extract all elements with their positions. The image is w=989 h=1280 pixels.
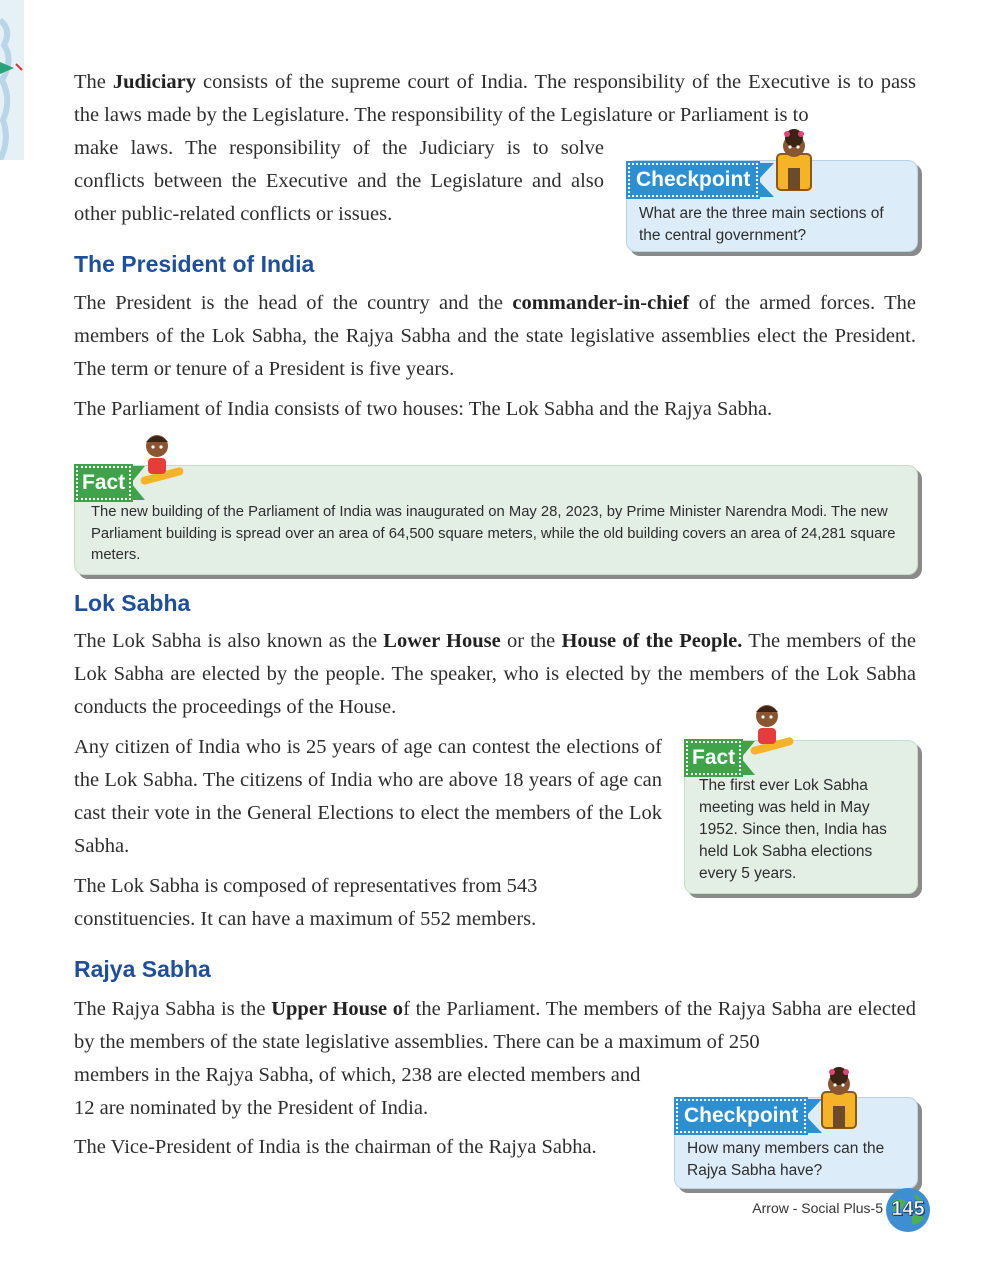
parliament-paragraph: The Parliament of India consists of two houses: The Lok Sabha and the Rajya Sabha. bbox=[74, 398, 773, 420]
lok-sabha-text: or the bbox=[500, 630, 562, 652]
section-heading-president: The President of India bbox=[74, 251, 315, 277]
intro-text: consists of the supreme court of India. The responsibility of the Executive is to pass the laws made by the Legislature. The responsibility of the Legislature or Parliament is to bbox=[74, 71, 916, 126]
intro-paragraph-cont bbox=[74, 132, 604, 231]
page-number-badge bbox=[884, 1186, 932, 1234]
lok-sabha-text: The Lok Sabha is also known as the bbox=[74, 630, 384, 652]
rajya-sabha-text: The Rajya Sabha is the bbox=[74, 998, 272, 1020]
rajya-sabha-text: f the Parliament. The members of the Rajya Sabha are elected by the members of the state legislative assemblies. There can be a maximum of 250 bbox=[74, 998, 917, 1053]
house-of-people-term: House of the People. bbox=[561, 630, 743, 652]
girl-character-icon bbox=[773, 128, 815, 192]
lok-sabha-text: The members of the Lok Sabha are elected by the people. The speaker, who is elected by the members of the Lok Sabha conducts the proceedings of the House. bbox=[74, 630, 916, 718]
checkpoint-tag: Checkpoint bbox=[628, 163, 758, 197]
checkpoint-tag: Checkpoint bbox=[676, 1099, 806, 1133]
boy-character-icon bbox=[134, 432, 188, 488]
boy-character-icon bbox=[744, 702, 798, 758]
intro-text-cont: make laws. The responsibility of the Judiciary is to solve conflicts between the Executive and the Legislature and also other public-related conflicts or issues. bbox=[74, 137, 604, 225]
girl-character-icon bbox=[818, 1066, 860, 1130]
rajya-sabha-paragraph-3: The Vice-President of India is the chairman of the Rajya Sabha. bbox=[74, 1136, 597, 1158]
intro-text: The bbox=[74, 71, 113, 93]
president-text: The President is the head of the country and the bbox=[74, 292, 513, 314]
footer-book-title: Arrow - Social Plus-5 bbox=[752, 1200, 883, 1216]
checkpoint-question: How many members can the Rajya Sabha have? bbox=[687, 1140, 885, 1179]
intro-paragraph bbox=[74, 66, 916, 132]
section-heading-lok-sabha: Lok Sabha bbox=[74, 590, 191, 616]
lok-sabha-paragraph-3: The Lok Sabha is composed of representatives from 543 constituencies. It can have a maximum of 552 members. bbox=[74, 875, 538, 930]
checkpoint-question: What are the three main sections of the central government? bbox=[639, 205, 884, 244]
fact-box bbox=[74, 465, 918, 575]
commander-term: commander-in-chief bbox=[512, 292, 690, 314]
president-paragraph bbox=[74, 287, 916, 386]
rajya-sabha-paragraph-2: members in the Rajya Sabha, of which, 238 are elected members and 12 are nominated by the President of India. bbox=[74, 1064, 641, 1119]
lok-sabha-paragraph-2: Any citizen of India who is 25 years of age can contest the elections of the Lok Sabha. The citizens of India who are above 18 years of age can cast their vote in the General Elections to elect the members of the Lok Sabha. bbox=[74, 736, 662, 857]
upper-house-term: Upper House o bbox=[271, 998, 404, 1020]
fact-tag: Fact bbox=[76, 466, 131, 500]
president-text: of the armed forces. The members of the Lok Sabha, the Rajya Sabha and the state legislative assemblies elect the President. The term or tenure of a President is five years. bbox=[74, 292, 916, 380]
fact-tag: Fact bbox=[686, 741, 741, 775]
lower-house-term: Lower House bbox=[383, 630, 501, 652]
fact-text: The first ever Lok Sabha meeting was held in May 1952. Since then, India has held Lok Sabha elections every 5 years. bbox=[699, 777, 887, 882]
page-number: 145 bbox=[891, 1198, 925, 1220]
rajya-sabha-paragraph-1 bbox=[74, 993, 916, 1059]
page-edge-decoration bbox=[0, 0, 24, 160]
judiciary-term: Judiciary bbox=[112, 71, 197, 93]
fact-text: The new building of the Parliament of India was inaugurated on May 28, 2023, by Prime Minister Narendra Modi. The new Parliament building is spread over an area of 64,500 square meters, while the old building covers an area of 24,281 square meters. bbox=[91, 504, 896, 563]
section-heading-rajya-sabha: Rajya Sabha bbox=[74, 956, 211, 982]
